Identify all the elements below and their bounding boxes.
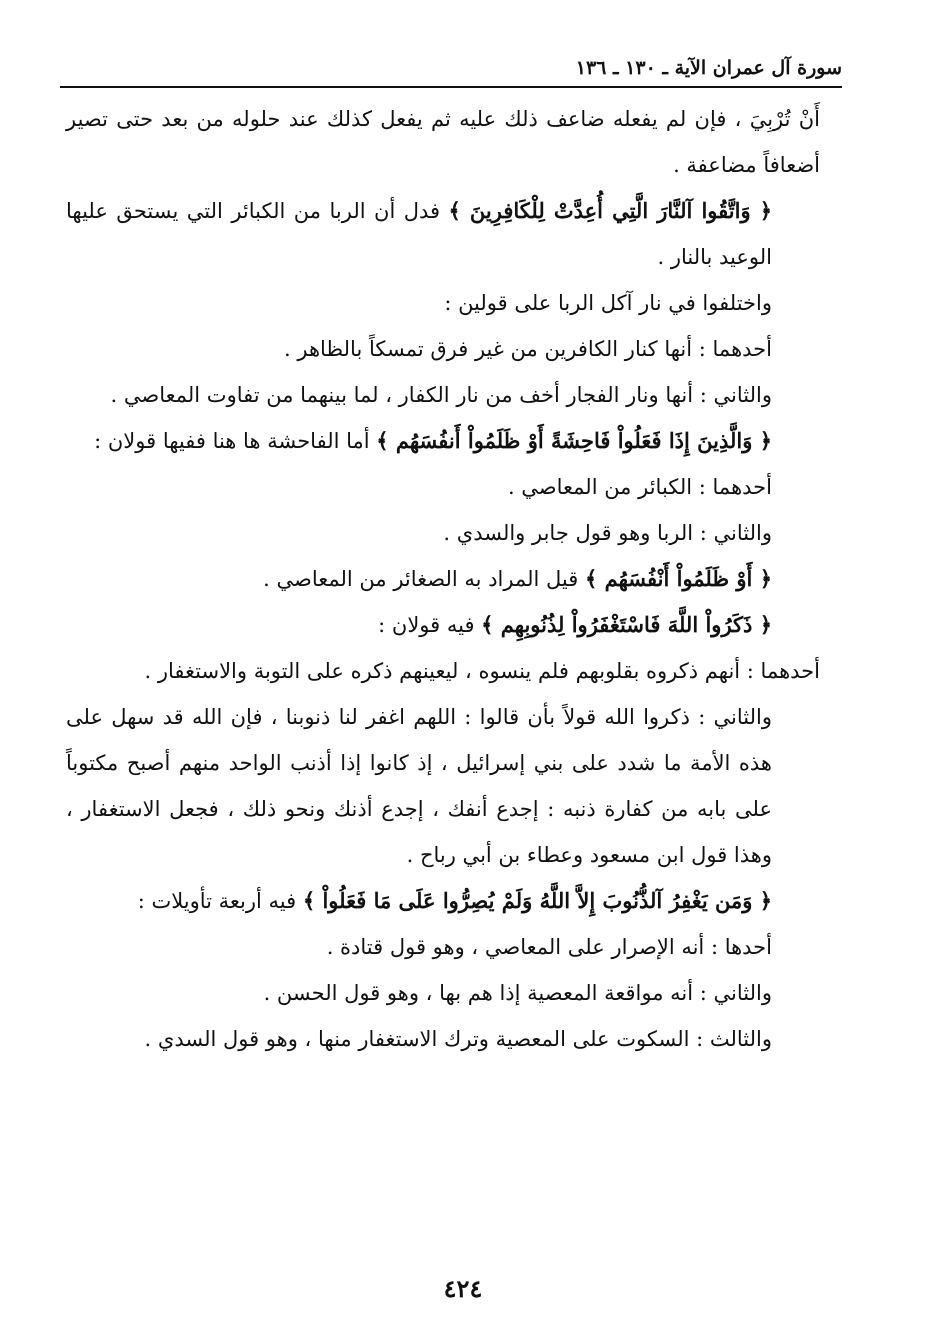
- quran-verse: ﴿ وَالَّذِينَ إِذَا فَعَلُواْ فَاحِشَةً أَوْ ظَلَمُواْ أَنفُسَهُم ﴾: [376, 428, 772, 453]
- paragraph-text: أما الفاحشة ها هنا ففيها قولان :: [94, 429, 377, 453]
- paragraph-text: فيه أربعة تأويلات :: [137, 889, 303, 913]
- paragraph-text: فدل أن الربا من الكبائر التي يستحق عليها الوعيد بالنار .: [66, 199, 772, 269]
- quran-verse: ﴿ وَمَن يَغْفِرُ آلذُّنُوبَ إِلاَّ اللَّهُ وَلَمْ يُصِرُّوا عَلَى مَا فَعَلُواْ ﴾: [302, 888, 772, 913]
- paragraph-text: قيل المراد به الصغائر من المعاصي .: [263, 567, 585, 591]
- paragraph-7: [66, 464, 820, 510]
- paragraph-text: أحدها : أنه الإصرار على المعاصي ، وهو قول قتادة .: [326, 935, 772, 959]
- paragraph-6: [66, 418, 820, 464]
- paragraph-text: أحدهما : أنهم ذكروه بقلوبهم فلم ينسوه ، ليعينهم ذكره على التوبة والاستغفار .: [144, 659, 820, 683]
- page-body: [66, 96, 820, 1062]
- paragraph-1: [66, 96, 820, 188]
- paragraph-text: أحدهما : الكبائر من المعاصي .: [507, 475, 772, 499]
- paragraph-14: [66, 924, 820, 970]
- paragraph-12: [66, 694, 820, 878]
- header-rule: [60, 86, 842, 88]
- paragraph-10: [66, 602, 820, 648]
- paragraph-15: [66, 970, 820, 1016]
- quran-verse: ﴿ ذَكَرُواْ اللَّهَ فَاسْتَغْفَرُواْ لِذُنُوبِهِم ﴾: [481, 612, 772, 637]
- running-header: سورة آل عمران الآية ـ ١٣٠ ـ ١٣٦: [575, 57, 842, 79]
- paragraph-3: [66, 280, 820, 326]
- paragraph-8: [66, 510, 820, 556]
- paragraph-text: والثاني : الربا وهو قول جابر والسدي .: [443, 521, 772, 545]
- paragraph-text: والثاني : أنها ونار الفجار أخف من نار الكفار ، لما بينهما من تفاوت المعاصي .: [110, 383, 772, 407]
- paragraph-text: والثاني : ذكروا الله قولاً بأن قالوا : اللهم اغفر لنا ذنوبنا ، فإن الله قد سهل على هذه الأمة ما شدد على بني إسرائيل ، إذ كانوا إذا أذنب الواحد منهم أصبح مكتوباً على بابه من كفارة ذنبه : إجدع أنفك ، إجدع أذنك ونحو ذلك ، فجعل الاستغفار ، وهذا قول ابن مسعود وعطاء بن أبي رباح .: [66, 705, 772, 867]
- paragraph-11: [66, 648, 820, 694]
- paragraph-text: أَنْ تُرْبِيَ ، فإن لم يفعله ضاعف ذلك عليه ثم يفعل كذلك عند حلوله من بعد حتى تصير أضعافاً مضاعفة .: [66, 107, 820, 177]
- paragraph-5: [66, 372, 820, 418]
- paragraph-text: فيه قولان :: [378, 613, 482, 637]
- quran-verse: ﴿ أَوْ ظَلَمُواْ أَنْفُسَهُم ﴾: [584, 566, 772, 591]
- paragraph-13: [66, 878, 820, 924]
- paragraph-2: [66, 188, 820, 280]
- paragraph-4: [66, 326, 820, 372]
- paragraph-text: والثاني : أنه مواقعة المعصية إذا هم بها ، وهو قول الحسن .: [263, 981, 772, 1005]
- page-number: ٤٢٤: [443, 1274, 483, 1303]
- quran-verse: ﴿ وَاتَّقُوا آلنَّارَ الَّتِي أُعِدَّتْ لِلْكَافِرِينَ ﴾: [448, 198, 772, 223]
- paragraph-16: [66, 1016, 820, 1062]
- paragraph-text: أحدهما : أنها كنار الكافرين من غير فرق تمسكاً بالظاهر .: [284, 337, 772, 361]
- paragraph-text: والثالث : السكوت على المعصية وترك الاستغفار منها ، وهو قول السدي .: [144, 1027, 772, 1051]
- paragraph-text: واختلفوا في نار آكل الربا على قولين :: [444, 291, 772, 315]
- paragraph-9: [66, 556, 820, 602]
